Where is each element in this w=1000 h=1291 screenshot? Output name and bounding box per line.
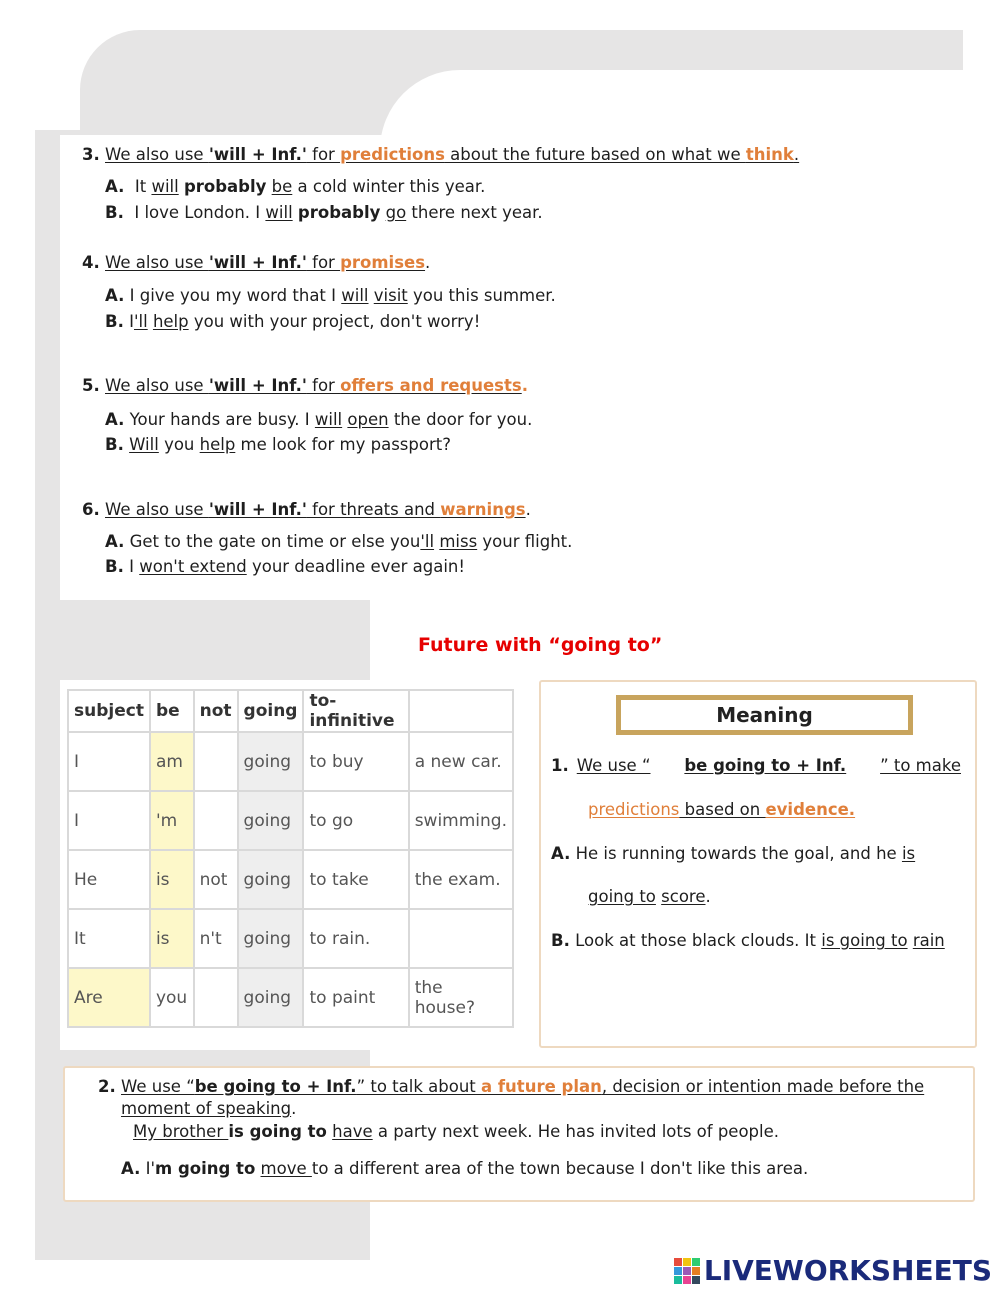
header-subject: subject — [68, 690, 150, 732]
header-complement — [409, 690, 513, 732]
cell-be: am — [150, 732, 194, 791]
meaning-example-a-line2: going to score. — [588, 887, 711, 906]
table-row — [68, 791, 513, 850]
cell-to-infinitive: to go — [303, 791, 408, 850]
example-5a: A. Your hands are busy. I will open the door for you. — [105, 410, 533, 429]
header-going: going — [238, 690, 304, 732]
table-row — [68, 850, 513, 909]
cell-subject: It — [68, 909, 150, 968]
going-to-table — [67, 689, 514, 1028]
cell-to-infinitive: to paint — [303, 968, 408, 1027]
example-6a: A. Get to the gate on time or else you'll miss your flight. — [105, 532, 573, 551]
rule-5: 5. We also use 'will + Inf.' for offers and requests. — [82, 376, 528, 395]
plan-example-a: A. I'm going to move to a different area of the town because I don't like this area. — [121, 1159, 809, 1178]
cell-going: going — [238, 968, 304, 1027]
liveworksheets-logo — [674, 1254, 992, 1287]
table-row — [68, 968, 513, 1027]
meaning-frame — [539, 680, 977, 1048]
cell-complement: swimming. — [409, 791, 513, 850]
meaning-heading: Meaning — [616, 695, 913, 735]
meaning-rule-1: 1. We use “ be going to + Inf. ” to make — [551, 756, 961, 775]
cell-complement: the house? — [409, 968, 513, 1027]
cell-not — [194, 732, 238, 791]
meaning-rule-1-line2: predictions based on evidence. — [588, 800, 856, 819]
example-3b: B. I love London. I will probably go there next year. — [105, 203, 543, 222]
cell-be: is — [150, 909, 194, 968]
cell-not: not — [194, 850, 238, 909]
cell-subject: I — [68, 732, 150, 791]
logo-text: LIVEWORKSHEETS — [703, 1254, 992, 1287]
cell-subject: He — [68, 850, 150, 909]
example-3a: A. It will probably be a cold winter this year. — [105, 177, 486, 196]
cell-be: you — [150, 968, 194, 1027]
example-4a: A. I give you my word that I will visit you this summer. — [105, 286, 556, 305]
cell-going: going — [238, 732, 304, 791]
plan-rule-2: 2. We use “be going to + Inf.” to talk about a future plan, decision or intention made before the — [98, 1077, 925, 1096]
section-title: Future with “going to” — [418, 634, 663, 656]
cell-not — [194, 968, 238, 1027]
example-6b: B. I won't extend your deadline ever again! — [105, 557, 465, 576]
header-to-infinitive: to-infinitive — [303, 690, 408, 732]
header-be: be — [150, 690, 194, 732]
cell-to-infinitive: to buy — [303, 732, 408, 791]
cell-not: n't — [194, 909, 238, 968]
cell-going: going — [238, 850, 304, 909]
table-row — [68, 909, 513, 968]
cell-going: going — [238, 909, 304, 968]
cell-complement: the exam. — [409, 850, 513, 909]
cell-to-infinitive: to rain. — [303, 909, 408, 968]
header-not: not — [194, 690, 238, 732]
table-header-row — [68, 690, 513, 732]
meaning-example-a: A. He is running towards the goal, and he is — [551, 844, 916, 863]
example-4b: B. I'll help you with your project, don't worry! — [105, 312, 481, 331]
plan-rule-2-line2: moment of speaking. — [121, 1099, 297, 1118]
rule-4: 4. We also use 'will + Inf.' for promises. — [82, 253, 431, 272]
example-5b: B. Will you help me look for my passport? — [105, 435, 451, 454]
table-row — [68, 732, 513, 791]
cell-going: going — [238, 791, 304, 850]
logo-grid-icon — [674, 1258, 700, 1284]
cell-subject: Are — [68, 968, 150, 1027]
cell-complement: a new car. — [409, 732, 513, 791]
rule-3: 3. We also use 'will + Inf.' for predictions about the future based on what we think. — [82, 145, 800, 164]
cell-complement — [409, 909, 513, 968]
cell-be: is — [150, 850, 194, 909]
cell-subject: I — [68, 791, 150, 850]
meaning-example-b: B. Look at those black clouds. It is going to rain — [551, 931, 945, 950]
cell-not — [194, 791, 238, 850]
cell-to-infinitive: to take — [303, 850, 408, 909]
cell-be: 'm — [150, 791, 194, 850]
rule-6: 6. We also use 'will + Inf.' for threats and warnings. — [82, 500, 531, 519]
plan-example-1: My brother is going to have a party next week. He has invited lots of people. — [133, 1122, 780, 1141]
